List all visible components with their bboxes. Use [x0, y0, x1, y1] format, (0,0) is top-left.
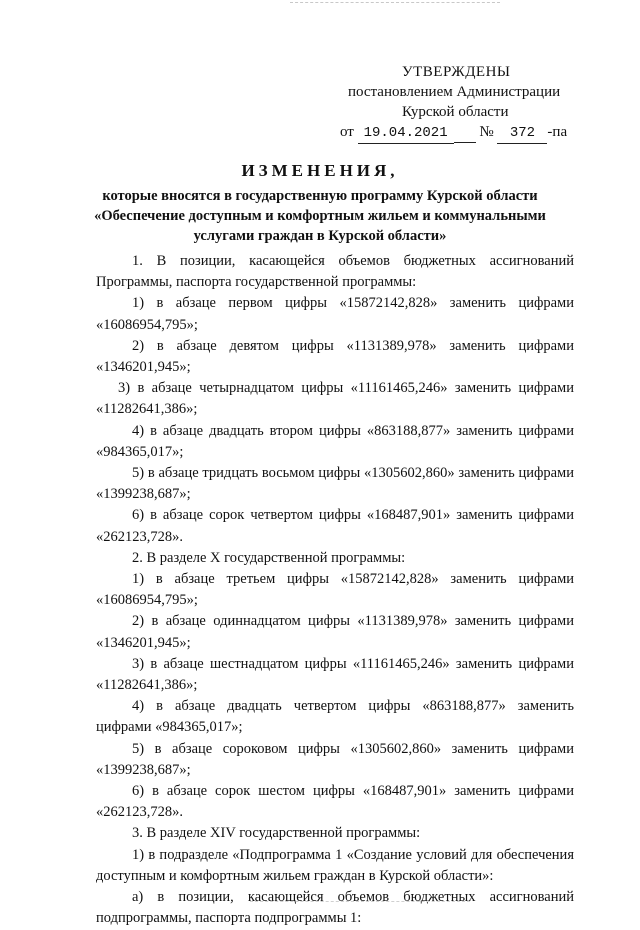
approval-region: Курской области: [402, 104, 509, 120]
paragraph-3: 3. В разделе XIV государственной программы:: [132, 825, 421, 842]
paragraph-1: 1. В позиции, касающейся объемов бюджетных ассигнований Программы, паспорта государственной программы:: [96, 253, 574, 291]
top-scan-rule: [290, 2, 500, 4]
paragraph-2-2: 2) в абзаце одиннадцатом цифры «1131389,978» заменить цифрами «1346201,945»;: [96, 613, 574, 651]
paragraph-1-6: 6) в абзаце сорок четвертом цифры «168487,901» заменить цифрами «262123,728».: [96, 507, 574, 545]
approval-number: 372: [497, 123, 547, 144]
heading-line-2: «Обеспечение доступным и комфортным жильем и коммунальными: [94, 208, 546, 224]
date-underline-tail: [454, 122, 476, 143]
paragraph-1-4: 4) в абзаце двадцать втором цифры «863188,877» заменить цифрами «984365,017»;: [96, 422, 574, 460]
approval-date: 19.04.2021: [358, 123, 454, 144]
paragraph-1-2: 2) в абзаце девятом цифры «1131389,978» заменить цифрами «1346201,945»;: [96, 337, 574, 376]
paragraph-2-6: 6) в абзаце сорок шестом цифры «168487,901» заменить цифрами «262123,728».: [96, 783, 574, 821]
approval-title: УТВЕРЖДЕНЫ: [402, 64, 511, 80]
approval-issuer: постановлением Администрации: [348, 84, 561, 100]
paragraph-1-3: 3) в абзаце четырнадцатом цифры «11161465,246» заменить цифрами «11282641,386»;: [96, 380, 574, 418]
heading-line-1: которые вносятся в государственную программу Курской области: [102, 188, 538, 204]
paragraph-2-5: 5) в абзаце сороковом цифры «1305602,860» заменить цифрами «1399238,687»;: [96, 740, 574, 778]
paragraph-3-1: 1) в подразделе «Подпрограмма 1 «Создание условий для обеспечения доступным и комфортным жильем граждан в Курской области»:: [96, 846, 574, 884]
approval-stamp: [340, 62, 580, 144]
paragraph-3-1-a: а) в позиции, касающейся объемов бюджетных ассигнований подпрограммы, паспорта подпрограммы 1:: [96, 889, 574, 927]
approval-date-number: [340, 122, 580, 144]
paragraph-1-1: 1) в абзаце первом цифры «15872142,828» заменить цифрами «16086954,795»;: [96, 295, 574, 333]
document-body: [96, 251, 574, 930]
paragraph-2-1: 1) в абзаце третьем цифры «15872142,828» заменить цифрами «16086954,795»;: [96, 571, 574, 609]
heading-main: ИЗМЕНЕНИЯ,: [241, 161, 399, 180]
approval-number-prefix: №: [479, 124, 494, 140]
bottom-scan-rule: [250, 901, 470, 903]
approval-number-suffix: -па: [547, 124, 568, 140]
paragraph-2-4: 4) в абзаце двадцать четвертом цифры «863188,877» заменить цифрами «984365,017»;: [96, 698, 574, 736]
paragraph-2: 2. В разделе X государственной программы:: [132, 549, 406, 566]
document-heading: [90, 160, 550, 246]
paragraph-2-3: 3) в абзаце шестнадцатом цифры «11161465,246» заменить цифрами «11282641,386»;: [96, 655, 574, 694]
approval-from-prefix: от: [340, 124, 354, 140]
paragraph-1-5: 5) в абзаце тридцать восьмом цифры «1305602,860» заменить цифрами «1399238,687»;: [96, 465, 574, 503]
heading-line-3: услугами граждан в Курской области»: [193, 228, 447, 244]
